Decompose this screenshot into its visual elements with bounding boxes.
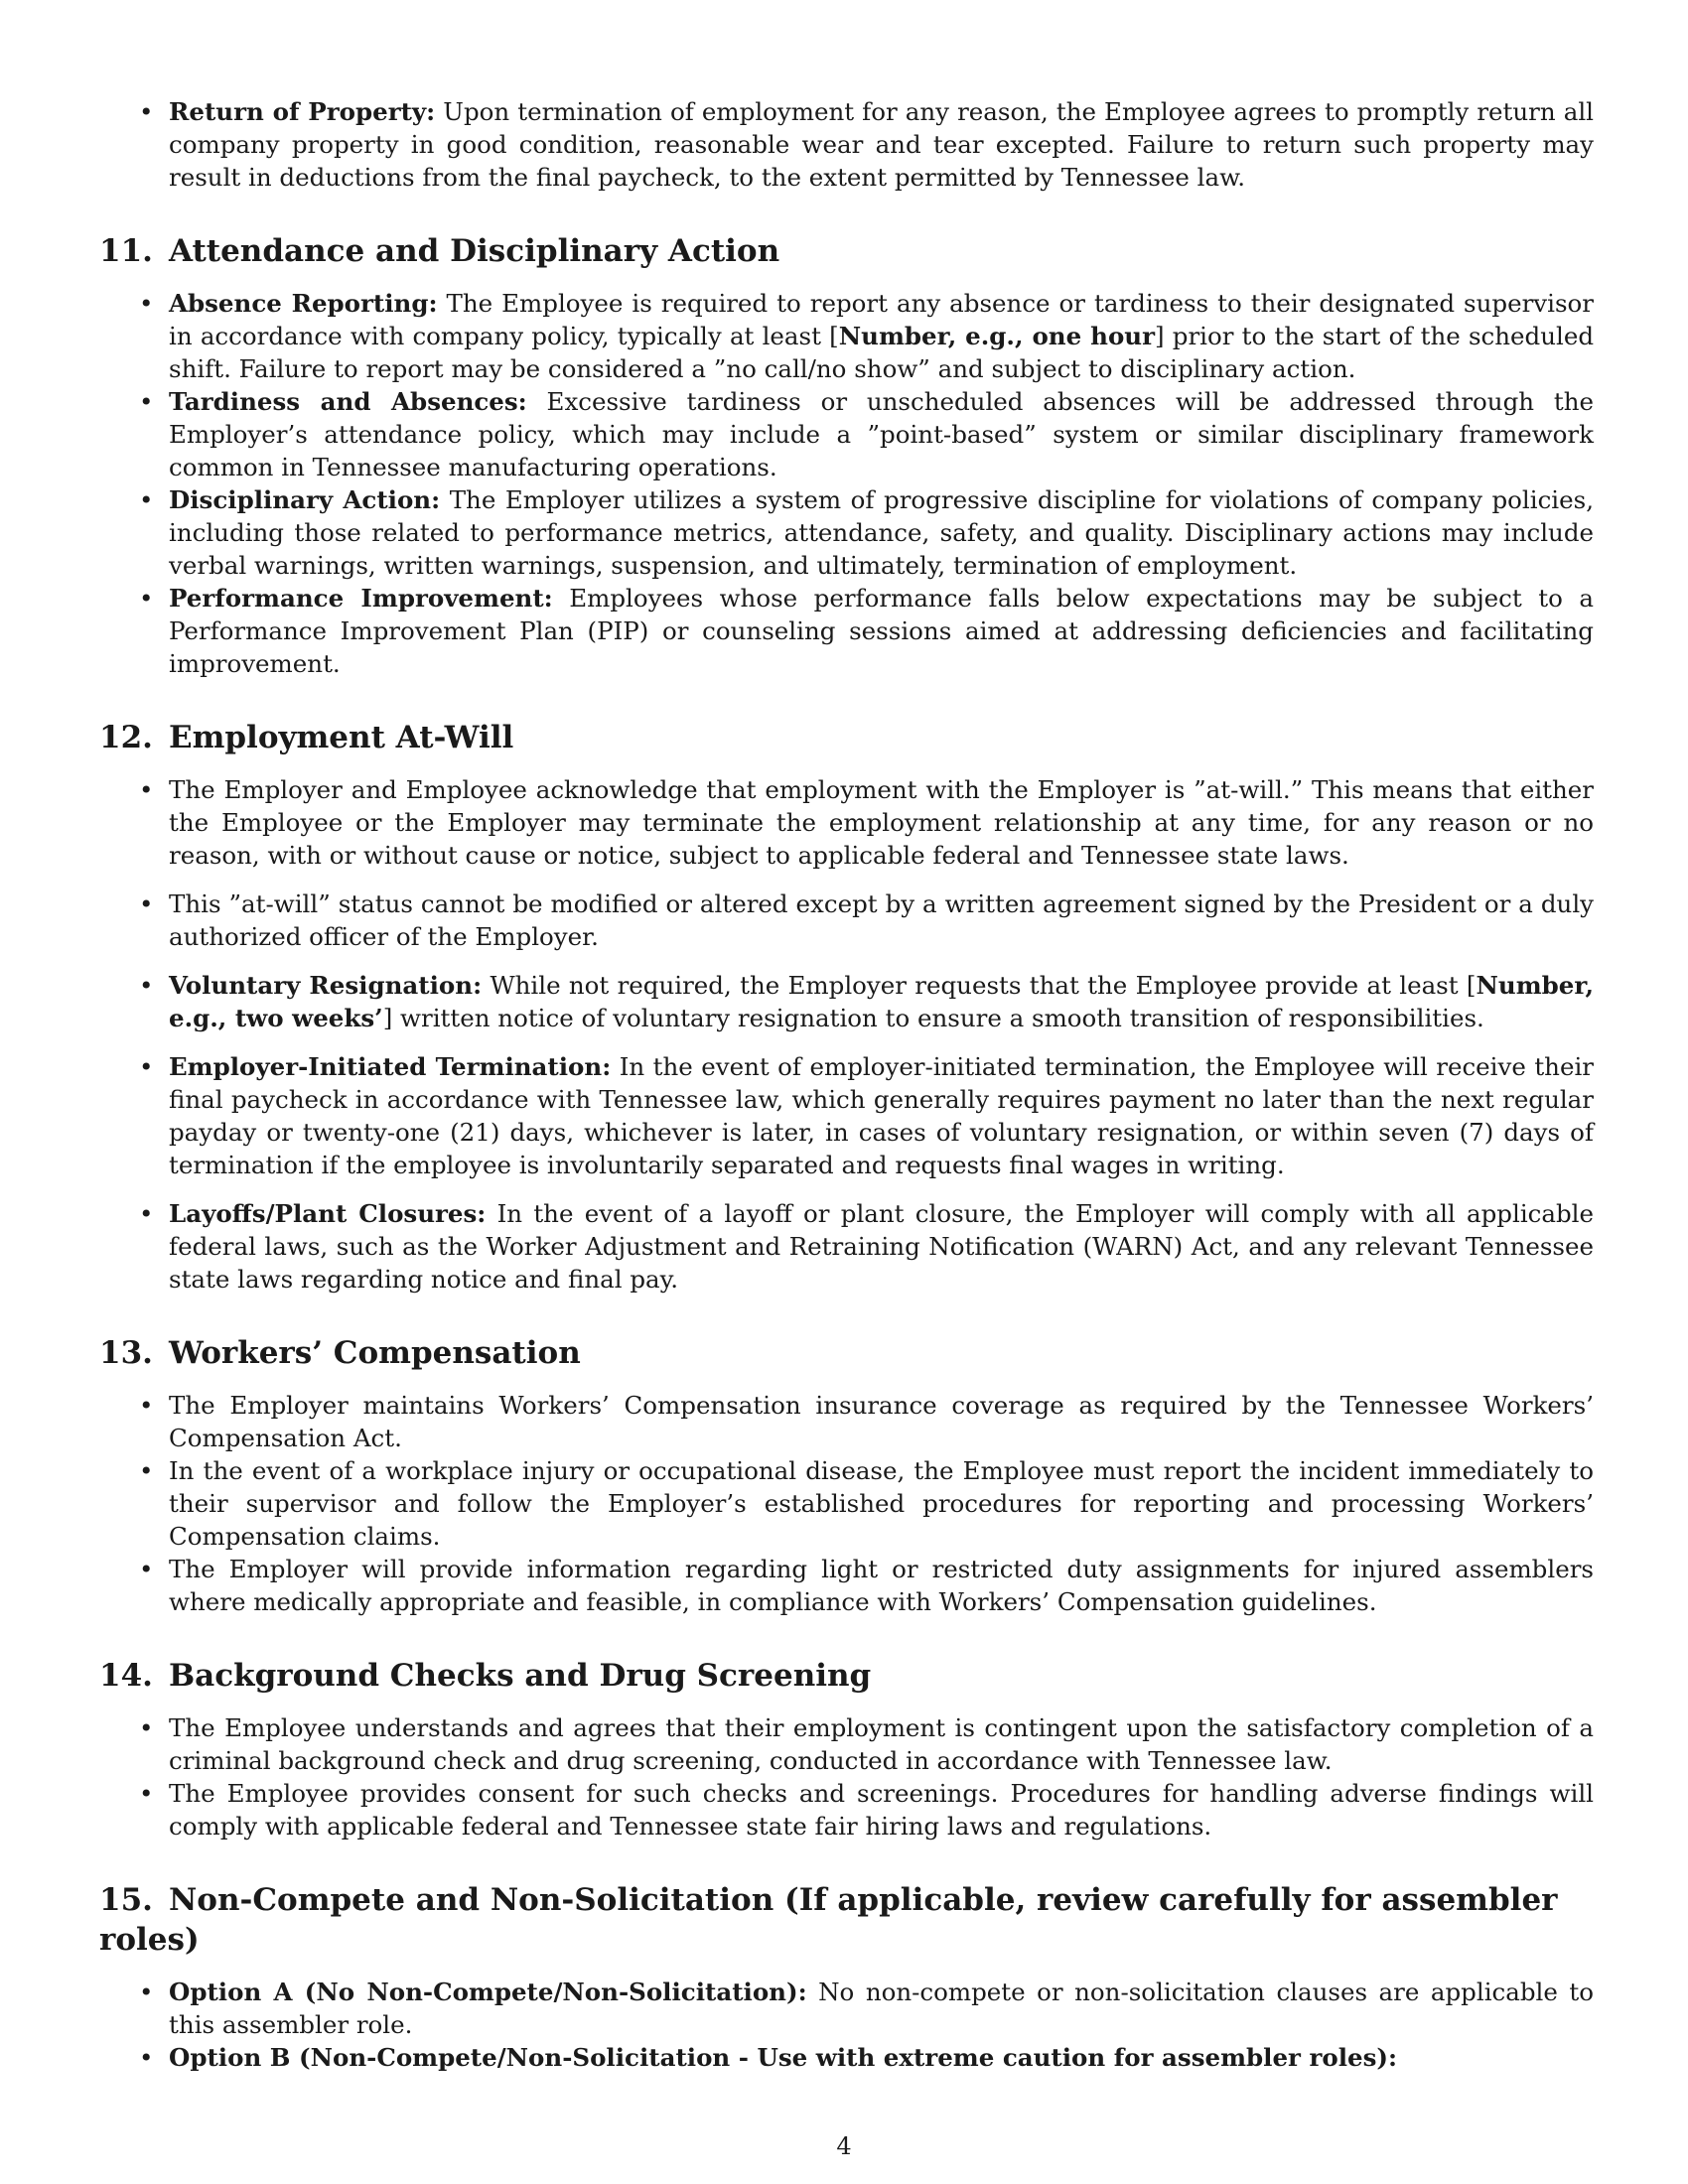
bullet: • [139, 485, 154, 514]
bullet: • [139, 289, 154, 318]
item-text: In the event of a layoff or plant closure, the Employer will comply with all applicable federal laws, such as the Worker Adjustment and Retraining Notification (WARN) Act, and any relevant Tennessee state laws regarding notice and final pay. [169, 1199, 1595, 1294]
bullet: • [139, 387, 154, 416]
item-placeholder: Number, e.g., one hour [838, 322, 1156, 350]
list-item [99, 1976, 1594, 2041]
item-label: Option A (No Non-Compete/Non-Solicitation): [169, 1978, 807, 2006]
bullet: • [139, 775, 154, 804]
list-item [99, 2041, 1594, 2074]
item-text: The Employer will provide information regarding light or restricted duty assignments for injured assemblers where medically appropriate and feasible, in compliance with Workers’ Compensation guidelines. [169, 1555, 1594, 1616]
bullet: • [139, 1199, 154, 1228]
bullet: • [139, 1779, 154, 1808]
section-number: 12. [99, 720, 153, 755]
item-text: In the event of employer-initiated termination, the Employee will receive their final paycheck in accordance with Tennessee law, which generally requires payment no later than the next regular payday or twenty-one (21) days, whichever is later, in cases of voluntary resignation, or within seven (7) days of termination if the employee is involuntarily separated and requests final wages in writing. [169, 1052, 1594, 1179]
document-page [99, 95, 1594, 2074]
item-text: The Employee understands and agrees that their employment is contingent upon the satisfactory completion of a criminal background check and drug screening, conducted in accordance with Tennessee law. [169, 1713, 1594, 1775]
item-placeholder: Number, e.g., two weeks’ [169, 971, 1594, 1032]
item-label: Return of Property: [169, 97, 436, 126]
list-item [99, 1454, 1594, 1553]
item-label: Disciplinary Action: [169, 485, 441, 514]
section-list [99, 1711, 1594, 1843]
item-text: While not required, the Employer requests that the Employee provide at least [ [482, 971, 1477, 1000]
section-number: 11. [99, 233, 153, 269]
item-label: Layoffs/Plant Closures: [169, 1199, 487, 1228]
item-text: Employees whose performance falls below expectations may be subject to a Performance Improvement Plan (PIP) or counseling sessions aimed at addressing deficiencies and facilitating improvement. [169, 584, 1594, 678]
section-title: Non-Compete and Non-Solicitation (If applicable, review carefully for assembler roles) [99, 1882, 1558, 1958]
list-item [99, 1197, 1594, 1296]
item-text: ] prior to the start of the scheduled shift. Failure to report may be considered a ”no call/no show” and subject to disciplinary action. [169, 322, 1595, 383]
item-text: In the event of a workplace injury or occupational disease, the Employee must report the incident immediately to their supervisor and follow the Employer’s established procedures for reporting and processing Workers’ Compensation claims. [169, 1456, 1594, 1551]
item-text: This ”at-will” status cannot be modified or altered except by a written agreement signed by the President or a duly authorized officer of the Employer. [169, 889, 1594, 951]
section-number: 15. [99, 1882, 153, 1918]
item-text: The Employer maintains Workers’ Compensation insurance coverage as required by the Tennessee Workers’ Compensation Act. [169, 1391, 1594, 1452]
list-item [99, 287, 1594, 385]
list-item [99, 887, 1594, 953]
list-item [99, 1553, 1594, 1618]
bullet: • [139, 1978, 154, 2006]
item-text: Excessive tardiness or unscheduled absences will be addressed through the Employer’s attendance policy, which may include a ”point-based” system or similar disciplinary framework common in Tennessee manufacturing operations. [169, 387, 1594, 481]
item-label: Voluntary Resignation: [169, 971, 483, 1000]
bullet: • [139, 971, 154, 1000]
bullet: • [139, 1052, 154, 1081]
section-title: Workers’ Compensation [168, 1335, 581, 1371]
section-heading [99, 1333, 1594, 1373]
list-item [99, 1777, 1594, 1843]
section-heading [99, 231, 1594, 271]
item-label: Tardiness and Absences: [169, 387, 527, 416]
item-text: The Employer utilizes a system of progressive discipline for violations of company policies, including those related to performance metrics, attendance, safety, and quality. Disciplinary actions may include verbal warnings, written warnings, suspension, and ultimately, termination of employment. [169, 485, 1594, 580]
bullet: • [139, 1391, 154, 1420]
section-heading [99, 1880, 1594, 1960]
item-label: Option B (Non-Compete/Non-Solicitation - Use with extreme caution for assembler roles): [169, 2043, 1398, 2072]
section-title: Background Checks and Drug Screening [168, 1658, 872, 1694]
section-heading [99, 718, 1594, 757]
list-item [99, 1389, 1594, 1454]
bullet: • [139, 584, 154, 613]
section-heading [99, 1656, 1594, 1696]
list-item [99, 95, 1594, 194]
page-number: 4 [836, 2132, 852, 2160]
bullet: • [139, 889, 154, 918]
list-item [99, 773, 1594, 872]
section-list [99, 1976, 1594, 2074]
bullet: • [139, 1713, 154, 1742]
list-item [99, 483, 1594, 582]
bullet: • [139, 2043, 154, 2072]
section-title: Employment At-Will [168, 720, 514, 755]
list-item [99, 969, 1594, 1034]
item-text: No non-compete or non-solicitation clauses are applicable to this assembler role. [169, 1978, 1594, 2039]
item-text: ] written notice of voluntary resignation to ensure a smooth transition of responsibilities. [382, 1004, 1484, 1032]
bullet: • [139, 1456, 154, 1485]
list-item [99, 1711, 1594, 1777]
section-list [99, 287, 1594, 680]
section-number: 14. [99, 1658, 153, 1694]
section-title: Attendance and Disciplinary Action [168, 233, 780, 269]
item-label: Employer-Initiated Termination: [169, 1052, 612, 1081]
item-label: Absence Reporting: [169, 289, 438, 318]
section-list [99, 773, 1594, 1296]
item-text: Upon termination of employment for any reason, the Employee agrees to promptly return all company property in good condition, reasonable wear and tear excepted. Failure to return such property may result in deductions from the final paycheck, to the extent permitted by Tennessee law. [169, 97, 1595, 192]
section-list [99, 1389, 1594, 1618]
section-number: 13. [99, 1335, 153, 1371]
item-text: The Employee is required to report any absence or tardiness to their designated supervisor in accordance with company policy, typically at least [ [169, 289, 1595, 350]
item-text: The Employee provides consent for such checks and screenings. Procedures for handling adverse findings will comply with applicable federal and Tennessee state fair hiring laws and regulations. [169, 1779, 1594, 1841]
list-item [99, 385, 1594, 483]
list-item [99, 1050, 1594, 1181]
item-label: Performance Improvement: [169, 584, 553, 613]
intro-list [99, 95, 1594, 194]
bullet: • [139, 97, 154, 126]
item-text: The Employer and Employee acknowledge that employment with the Employer is ”at-will.” This means that either the Employee or the Employer may terminate the employment relationship at any time, for any reason or no reason, with or without cause or notice, subject to applicable federal and Tennessee state laws. [169, 775, 1594, 870]
list-item [99, 582, 1594, 680]
bullet: • [139, 1555, 154, 1583]
